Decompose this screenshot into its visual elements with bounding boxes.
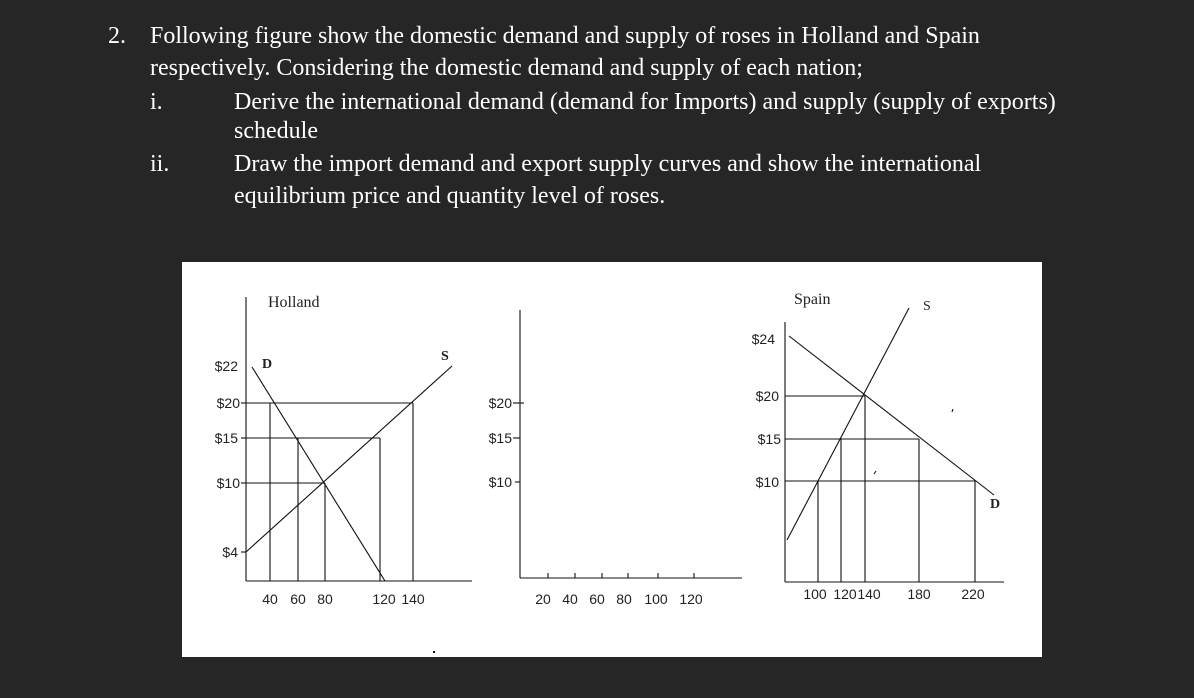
part-ii-line-1: Draw the import demand and export supply curves and show the international — [234, 151, 982, 177]
spain-y-tick-20: $20 — [755, 388, 779, 404]
intl-x-tick-20: 20 — [535, 591, 551, 607]
holland-supply-label: S — [441, 349, 449, 364]
spain-chart — [752, 291, 1004, 602]
part-i-line-2: schedule — [234, 118, 318, 144]
intl-y-ticks — [513, 403, 524, 482]
holland-y-tick-4: $4 — [222, 544, 238, 560]
question-line-1: Following figure show the domestic demand and supply of roses in Holland and Spain — [150, 23, 980, 49]
intl-y-tick-15: $15 — [488, 430, 512, 446]
holland-x-tick-80: 80 — [317, 591, 333, 607]
part-i-label: i. — [150, 89, 163, 115]
question-line-2: respectively. Considering the domestic demand and supply of each nation; — [150, 55, 863, 81]
stray-dot — [433, 651, 435, 653]
intl-y-tick-20: $20 — [488, 395, 512, 411]
spain-x-tick-100: 100 — [803, 586, 827, 602]
holland-y-tick-20: $20 — [216, 395, 240, 411]
question-text — [0, 0, 1194, 230]
holland-x-tick-120: 120 — [372, 591, 396, 607]
spain-y-tick-24: $24 — [751, 331, 775, 347]
international-chart — [489, 310, 742, 607]
intl-x-ticks — [548, 573, 694, 578]
holland-y-tick-15: $15 — [214, 430, 238, 446]
holland-y-tick-10: $10 — [216, 475, 240, 491]
part-ii-label: ii. — [150, 151, 170, 177]
spain-supply-label: S — [923, 299, 931, 314]
spain-demand-curve — [789, 336, 994, 495]
spain-title: Spain — [794, 291, 831, 308]
spain-x-tick-220: 220 — [961, 586, 985, 602]
holland-y-ticks — [241, 403, 246, 552]
spain-x-tick-120: 120 — [833, 586, 857, 602]
figure-panel — [182, 262, 1042, 657]
intl-x-tick-100: 100 — [644, 591, 668, 607]
holland-chart — [215, 294, 472, 607]
holland-demand-label: D — [262, 357, 273, 372]
holland-x-tick-140: 140 — [401, 591, 425, 607]
spain-y-tick-10: $10 — [755, 474, 779, 490]
holland-x-tick-60: 60 — [290, 591, 306, 607]
intl-x-tick-80: 80 — [616, 591, 632, 607]
intl-y-tick-10: $10 — [488, 474, 512, 490]
intl-x-tick-60: 60 — [589, 591, 605, 607]
intl-x-tick-40: 40 — [562, 591, 578, 607]
spain-stray-marks — [874, 409, 953, 474]
spain-y-tick-15: $15 — [757, 431, 781, 447]
holland-title: Holland — [268, 294, 320, 311]
intl-x-tick-120: 120 — [679, 591, 703, 607]
spain-demand-label: D — [990, 497, 1001, 512]
holland-y-tick-22: $22 — [214, 358, 238, 374]
part-ii-line-2: equilibrium price and quantity level of roses. — [234, 183, 666, 209]
spain-x-tick-180: 180 — [907, 586, 931, 602]
spain-supply-curve — [787, 308, 909, 540]
question-number: 2. — [108, 23, 126, 49]
spain-x-tick-140: 140 — [857, 586, 881, 602]
part-i-line-1: Derive the international demand (demand for Imports) and supply (supply of exports) — [234, 89, 1056, 115]
holland-demand-curve — [252, 367, 385, 581]
holland-x-tick-40: 40 — [262, 591, 278, 607]
